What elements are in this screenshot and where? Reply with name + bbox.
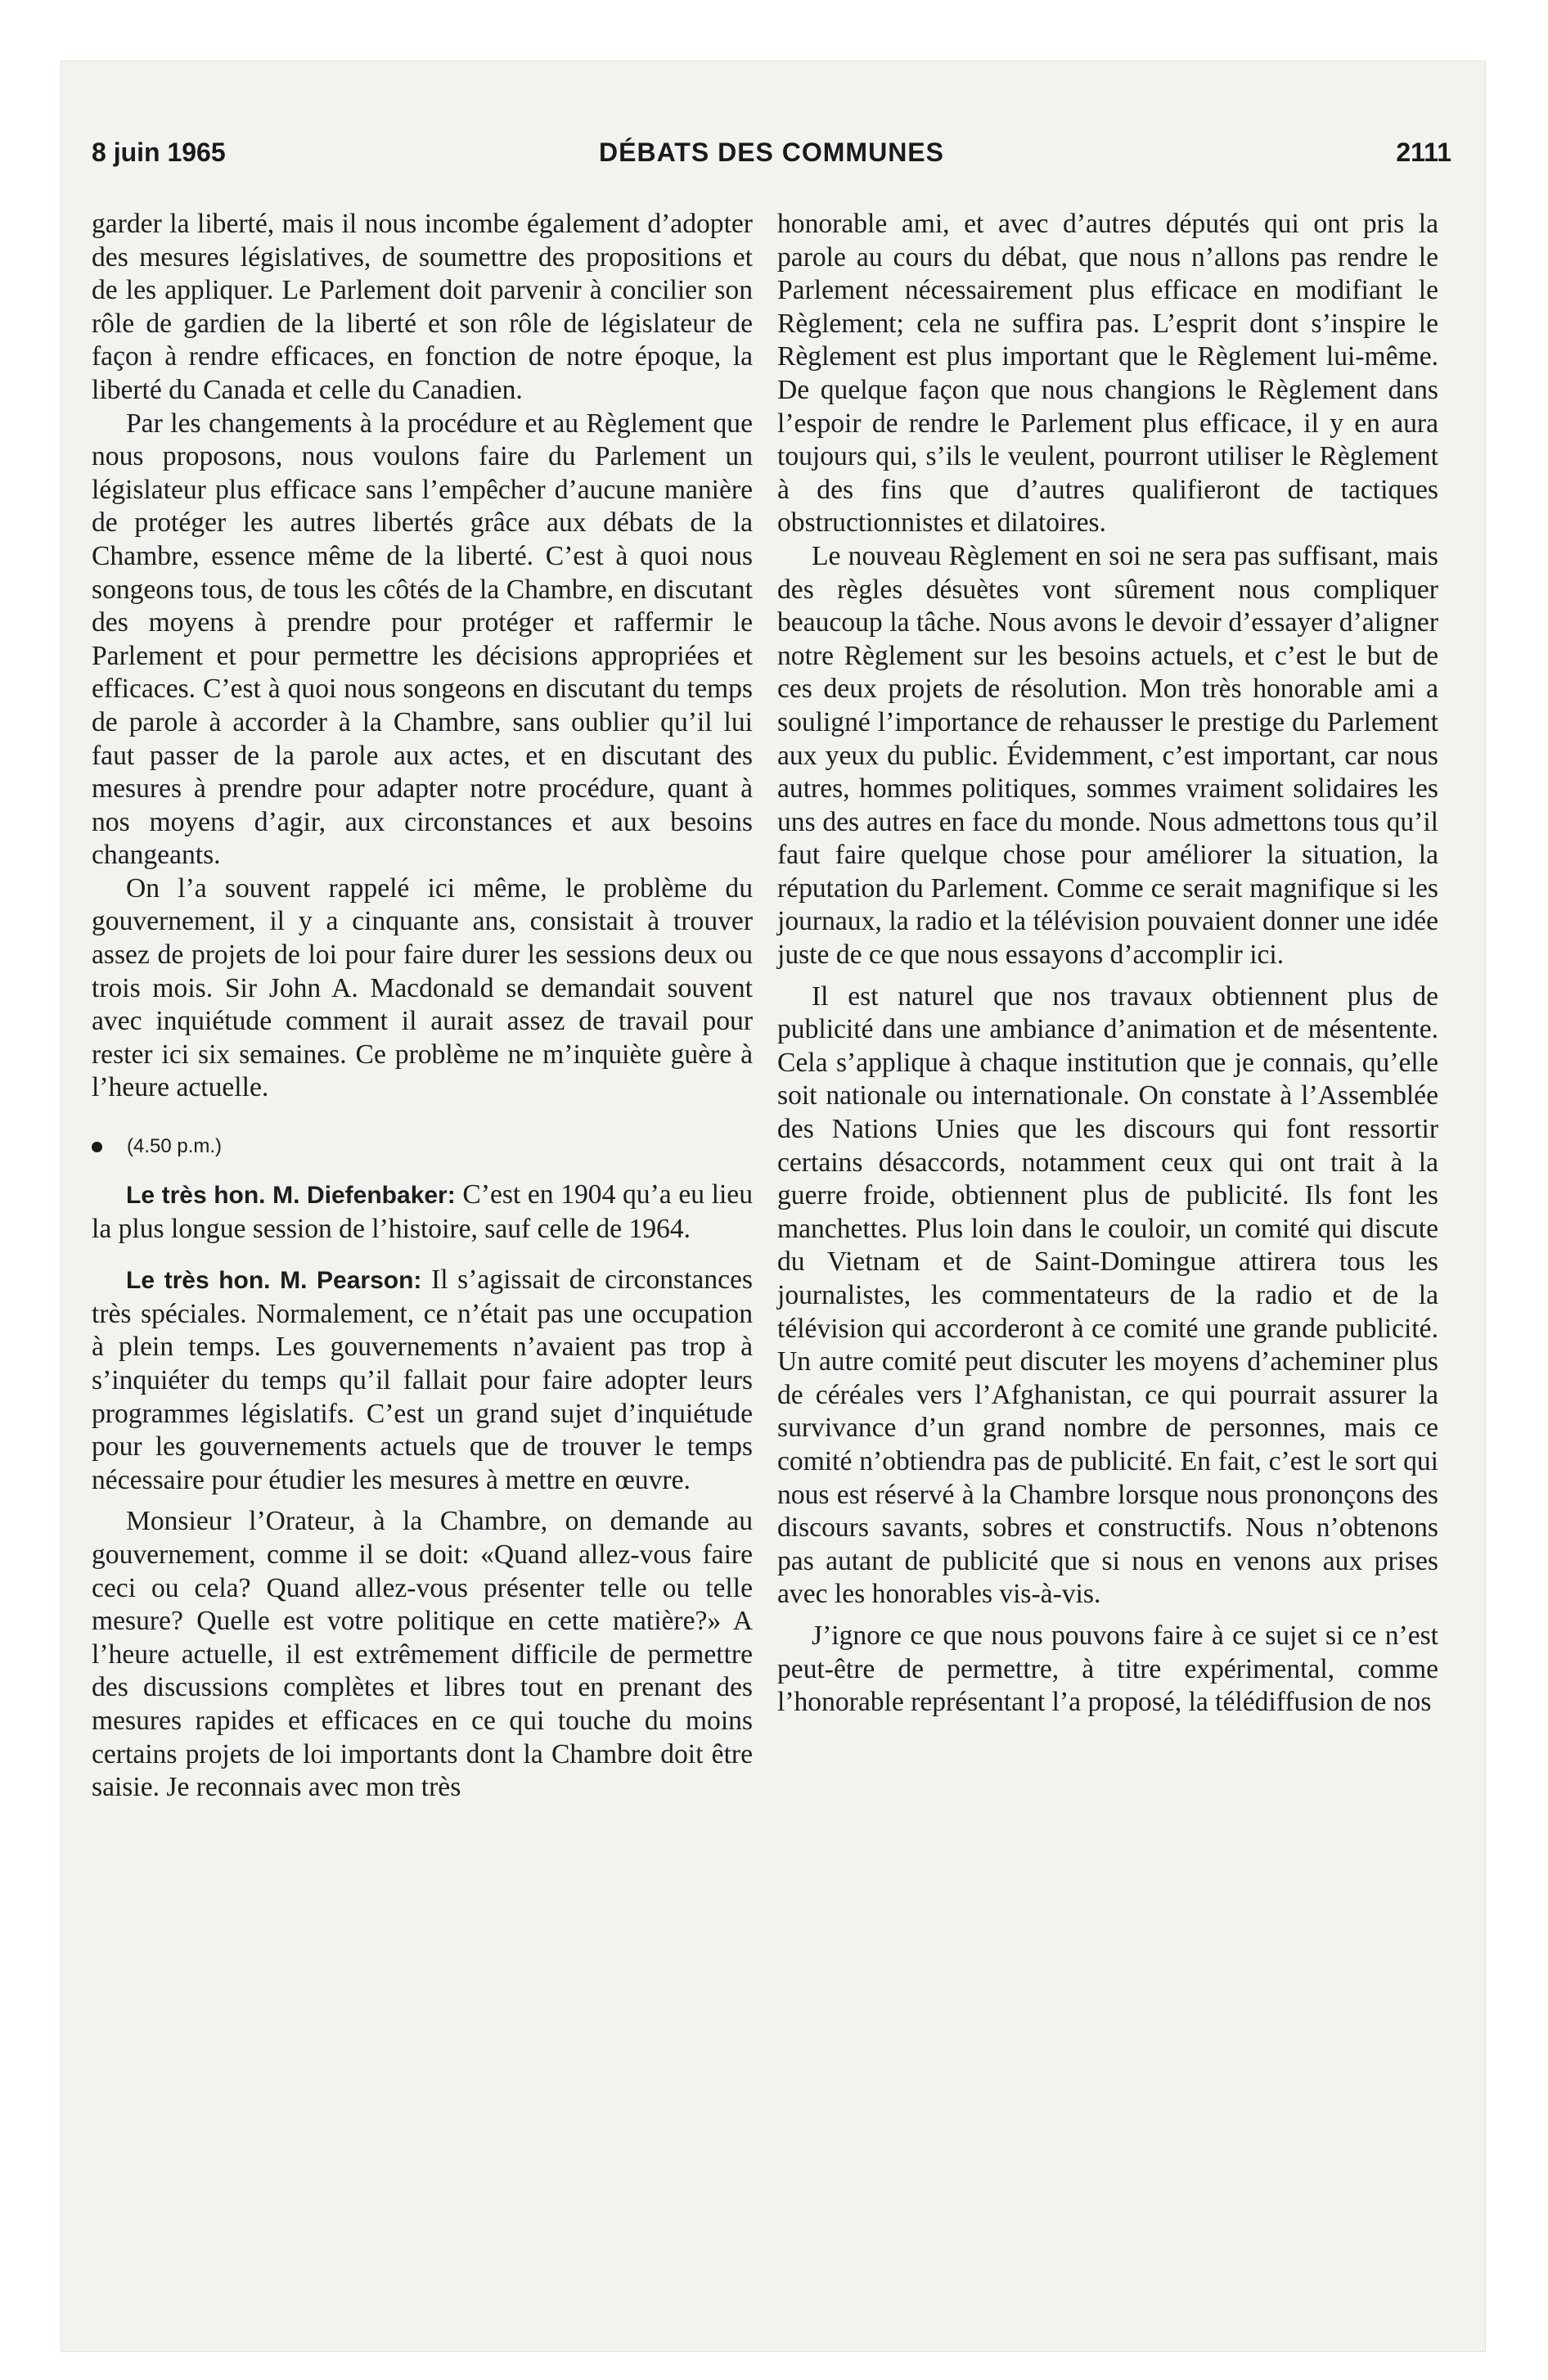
speech-pearson [92, 1264, 753, 1497]
bullet-icon [92, 1142, 102, 1152]
header-title: DÉBATS DES COMMUNES [599, 137, 944, 167]
right-column [777, 208, 1438, 1720]
left-paragraph-4: Monsieur l’Orateur, à la Chambre, on demande au gouvernement, comme il se doit: «Quand allez-vous faire ceci ou cela? Quand allez-vous présenter telle ou telle mesure? Quelle est votre politique en cette matière?» A l’heure actuelle, il est extrêmement difficile de permettre des discussions complètes et libres tout en prenant des mesures rapides et efficaces en ce qui touche du moins certains projets de loi importants dont la Chambre doit être saisie. Je reconnais avec mon très [92, 1506, 753, 1803]
left-paragraph-3: On l’a souvent rappelé ici même, le problème du gouvernement, il y a cinquante ans, consistait à trouver assez de projets de loi pour faire durer les sessions deux ou trois mois. Sir John A. Macdonald se demandait souvent avec inquiétude comment il aurait assez de travail pour rester ici six semaines. Ce problème ne m’inquiète guère à l’heure actuelle. [92, 872, 753, 1103]
speech-text: Il s’agissait de circonstances très spéciales. Normalement, ce n’était pas une occupation à plein temps. Les gouvernements n’avaient pas trop à s’inquiéter du temps qu’il fallait pour faire adopter leurs programmes législatifs. C’est un grand sujet d’inquiétude pour les gouvernements actuels que de trouver le temps nécessaire pour étudier les mesures à mettre en œuvre. [92, 1264, 753, 1495]
speech-text: C’est en 1904 qu’a eu lieu la plus longue session de l’histoire, sauf celle de 1964. [92, 1179, 753, 1244]
left-column [92, 208, 753, 1805]
right-paragraph-1: honorable ami, et avec d’autres députés qui ont pris la parole au cours du débat, que nous n’allons pas rendre le Parlement nécessairement plus efficace en modifiant le Règlement; cela ne suffira pas. L’esprit dont s’inspire le Règlement est plus important que le Règlement lui-même. De quelque façon que nous changions le Règlement dans l’espoir de rendre le Parlement plus efficace, il y en aura toujours qui, s’ils le veulent, pourront utiliser le Règlement à des fins que d’autres qualifieront de tactiques obstructionnistes et dilatoires. [777, 209, 1438, 539]
timestamp-text: (4.50 p.m.) [127, 1135, 223, 1158]
speech-diefenbaker [92, 1179, 753, 1246]
left-paragraph-2: Par les changements à la procédure et au Règlement que nous proposons, nous voulons faire du Parlement un législateur plus efficace sans l’empêcher d’aucune manière de protéger les autres libertés grâce aux débats de la Chambre, essence même de la liberté. C’est à quoi nous songeons tous, de tous les côtés de la Chambre, en discutant des moyens à prendre pour protéger et raffermir le Parlement et pour permettre les décisions appropriées et efficaces. C’est à quoi nous songeons en discutant du temps de parole à accorder à la Chambre, sans oublier qu’il lui faut passer de la parole aux actes, et en discutant des mesures à prendre pour adapter notre procédure, quant à nos moyens d’agir, aux circonstances et aux besoins changeants. [92, 408, 753, 871]
right-paragraph-4: J’ignore ce que nous pouvons faire à ce sujet si ce n’est peut-être de permettre, à titre expérimental, comme l’honorable représentant l’a proposé, la télédiffusion de nos [777, 1620, 1438, 1718]
right-paragraph-3: Il est naturel que nos travaux obtiennent plus de publicité dans une ambiance d’animation et de mésentente. Cela s’applique à chaque institution que je connais, qu’elle soit nationale ou internationale. On constate à l’Assemblée des Nations Unies que les discours qui font ressortir certains désaccords, notamment ceux qui ont trait à la guerre froide, obtiennent plus de publicité. Ils font les manchettes. Plus loin dans le couloir, un comité qui discute du Vietnam et de Saint-Domingue attirera tous les journalistes, les commentateurs de la radio et de la télévision qui accorderont à ce comité une grande publicité. Un autre comité peut discuter les moyens d’acheminer plus de céréales vers l’Afghanistan, ce qui pourrait assurer la survivance d’un grand nombre de personnes, mais ce comité n’obtiendra pas de publicité. En fait, c’est le sort qui nous est réservé à la Chambre lorsque nous prononçons des discours savants, sobres et constructifs. Nous n’obtenons pas autant de publicité que si nous en venons aux prises avec les honorables vis-à-vis. [777, 980, 1438, 1610]
speaker-name: Le très hon. M. Pearson: [126, 1267, 422, 1295]
page-number: 2111 [1396, 137, 1451, 167]
speaker-name: Le très hon. M. Diefenbaker: [126, 1182, 456, 1210]
timestamp-marker [92, 1133, 753, 1161]
right-paragraph-2: Le nouveau Règlement en soi ne sera pas suffisant, mais des règles désuètes vont sûrement nous compliquer beaucoup la tâche. Nous avons le devoir d’essayer d’aligner notre Règlement sur les besoins actuels, et c’est le but de ces deux projets de résolution. Mon très honorable ami a souligné l’importance de rehausser le prestige du Parlement aux yeux du public. Évidemment, c’est important, car nous autres, hommes politiques, sommes vraiment solidaires les uns des autres en face du monde. Nous admettons tous qu’il faut faire quelque chose pour améliorer la situation, la réputation du Parlement. Comme ce serait magnifique si les journaux, la radio et la télévision pouvaient donner une idée juste de ce que nous essayons d’accomplir ici. [777, 540, 1438, 971]
left-paragraph-1: garder la liberté, mais il nous incombe également d’adopter des mesures législatives, de soumettre des propositions et de les appliquer. Le Parlement doit parvenir à concilier son rôle de gardien de la liberté et son rôle de législateur de façon à rendre efficaces, en fonction de notre époque, la liberté du Canada et celle du Canadien. [92, 209, 753, 405]
page-header [92, 137, 1451, 187]
header-date: 8 juin 1965 [92, 137, 226, 167]
